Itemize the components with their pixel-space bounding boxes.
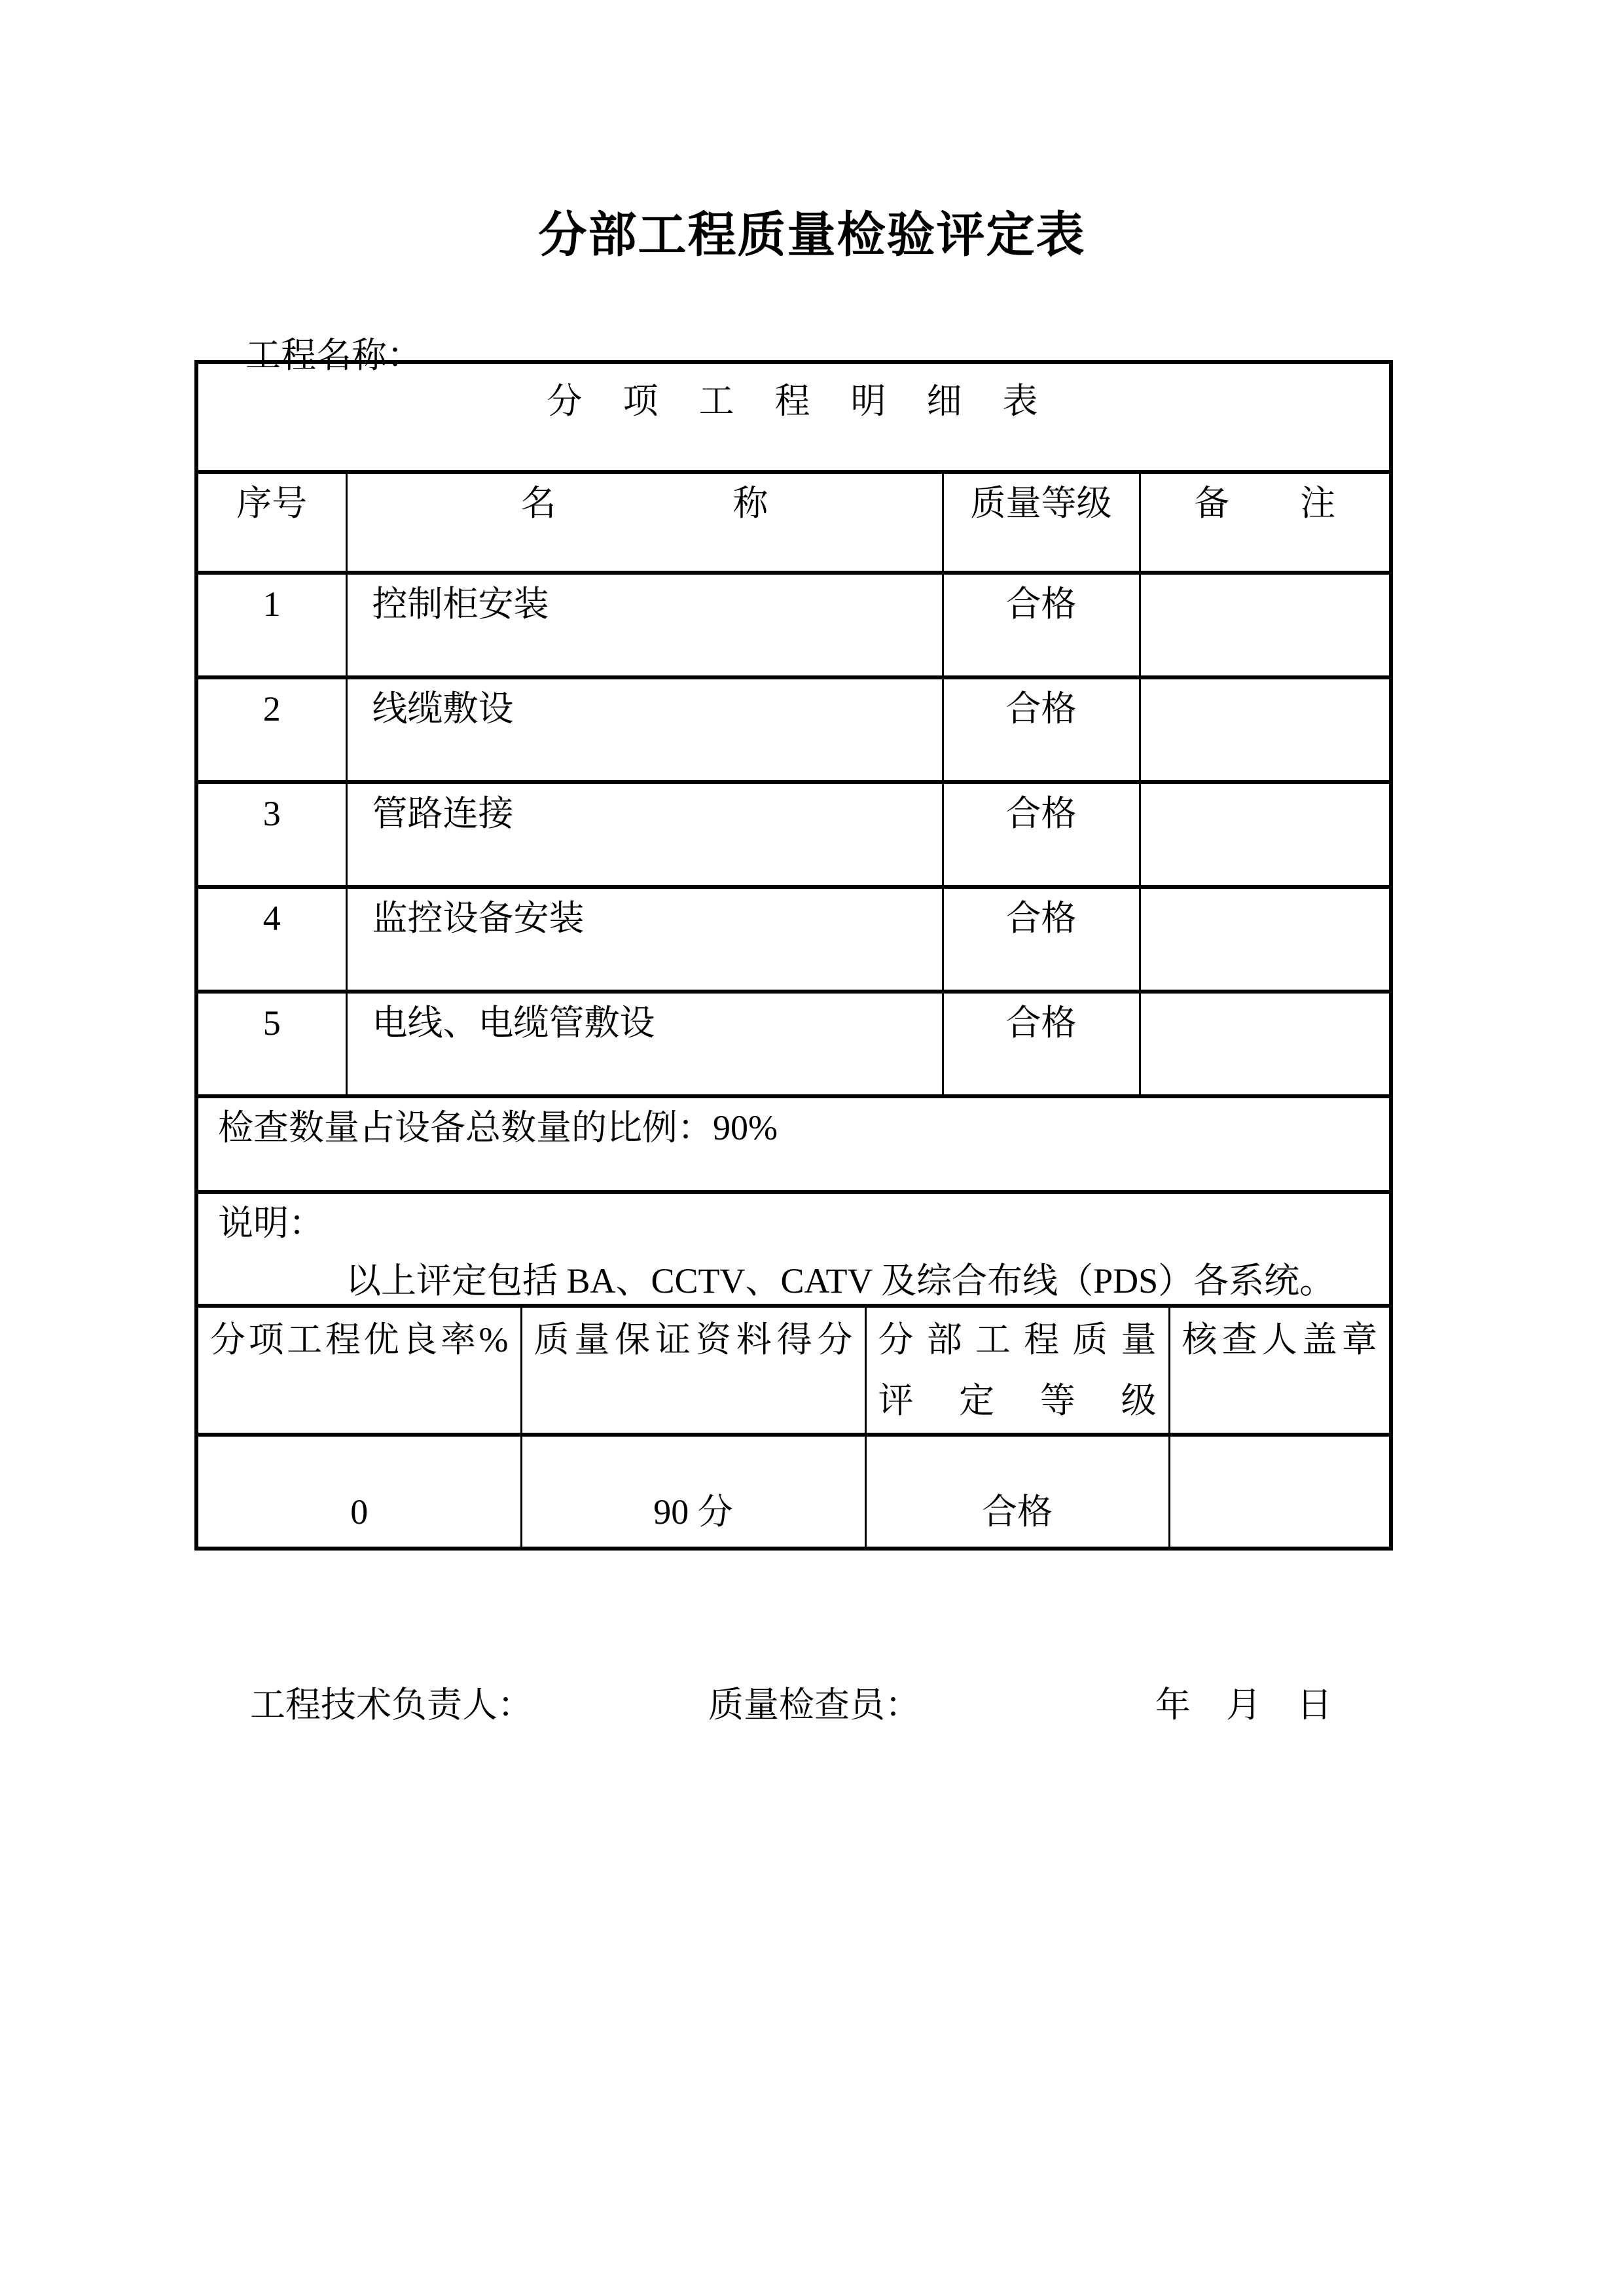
row-name: 线缆敷设 xyxy=(346,677,943,782)
summary-verifier-seal-cell xyxy=(1169,1435,1391,1549)
check-ratio-text: 检查数量占设备总数量的比例：90% xyxy=(196,1096,1391,1192)
summary-col-header-verifier-seal: 核查人盖章 xyxy=(1169,1306,1391,1434)
summary-col-header-excellent-rate: 分项工程优良率% xyxy=(196,1306,521,1434)
detail-table-title-row xyxy=(196,362,1391,472)
note-cell xyxy=(196,1192,1391,1306)
row-seq: 4 xyxy=(196,887,346,992)
note-text: 以上评定包括 BA、CCTV、CATV 及综合布线（PDS）各系统。 xyxy=(346,1261,1335,1301)
row-seq: 3 xyxy=(196,782,346,887)
row-grade: 合格 xyxy=(943,992,1140,1096)
summary-col-header-qa-score: 质量保证资料得分 xyxy=(521,1306,865,1434)
date-label: 年 月 日 xyxy=(1155,1685,1332,1725)
detail-table-header-row xyxy=(196,472,1391,573)
row-seq: 1 xyxy=(196,573,346,677)
row-grade: 合格 xyxy=(943,573,1140,677)
signature-row xyxy=(0,1677,1624,1729)
summary-table xyxy=(194,1304,1393,1550)
col-header-remark: 备 注 xyxy=(1140,472,1391,573)
row-name: 监控设备安装 xyxy=(346,887,943,992)
row-grade: 合格 xyxy=(943,677,1140,782)
row-name: 管路连接 xyxy=(346,782,943,887)
summary-excellent-rate-value: 0 xyxy=(196,1435,521,1549)
quality-inspector-signature-label: 质量检查员： xyxy=(708,1685,920,1725)
table-row xyxy=(196,992,1391,1096)
row-remark-cell xyxy=(1140,782,1391,887)
col-header-grade: 质量等级 xyxy=(943,472,1140,573)
note-label: 说明： xyxy=(218,1204,324,1243)
table-row xyxy=(196,887,1391,992)
summary-value-row xyxy=(196,1435,1391,1549)
col-header-name: 名 称 xyxy=(346,472,943,573)
row-remark-cell xyxy=(1140,992,1391,1096)
row-name: 电线、电缆管敷设 xyxy=(346,992,943,1096)
detail-table xyxy=(194,360,1393,1308)
summary-qa-score-value: 90 分 xyxy=(521,1435,865,1549)
row-remark-cell xyxy=(1140,677,1391,782)
summary-col-header-grade: 分部工程质量 评定等级 xyxy=(865,1306,1169,1434)
row-remark-cell xyxy=(1140,887,1391,992)
table-row xyxy=(196,782,1391,887)
summary-header-row xyxy=(196,1306,1391,1434)
note-row xyxy=(196,1192,1391,1306)
document-title: 分部工程质量检验评定表 xyxy=(538,209,1086,262)
row-grade: 合格 xyxy=(943,887,1140,992)
row-name: 控制柜安装 xyxy=(346,573,943,677)
check-ratio-row xyxy=(196,1096,1391,1192)
project-name-label: 工程名称： xyxy=(245,336,422,375)
col-header-seq: 序号 xyxy=(196,472,346,573)
table-row xyxy=(196,677,1391,782)
detail-table-title: 分 项 工 程 明 细 表 xyxy=(196,362,1391,472)
summary-grade-value: 合格 xyxy=(865,1435,1169,1549)
row-remark-cell xyxy=(1140,573,1391,677)
row-seq: 2 xyxy=(196,677,346,782)
row-seq: 5 xyxy=(196,992,346,1096)
tech-lead-signature-label: 工程技术负责人： xyxy=(250,1685,533,1725)
table-row xyxy=(196,573,1391,677)
tables-container xyxy=(194,360,1389,1551)
row-grade: 合格 xyxy=(943,782,1140,887)
